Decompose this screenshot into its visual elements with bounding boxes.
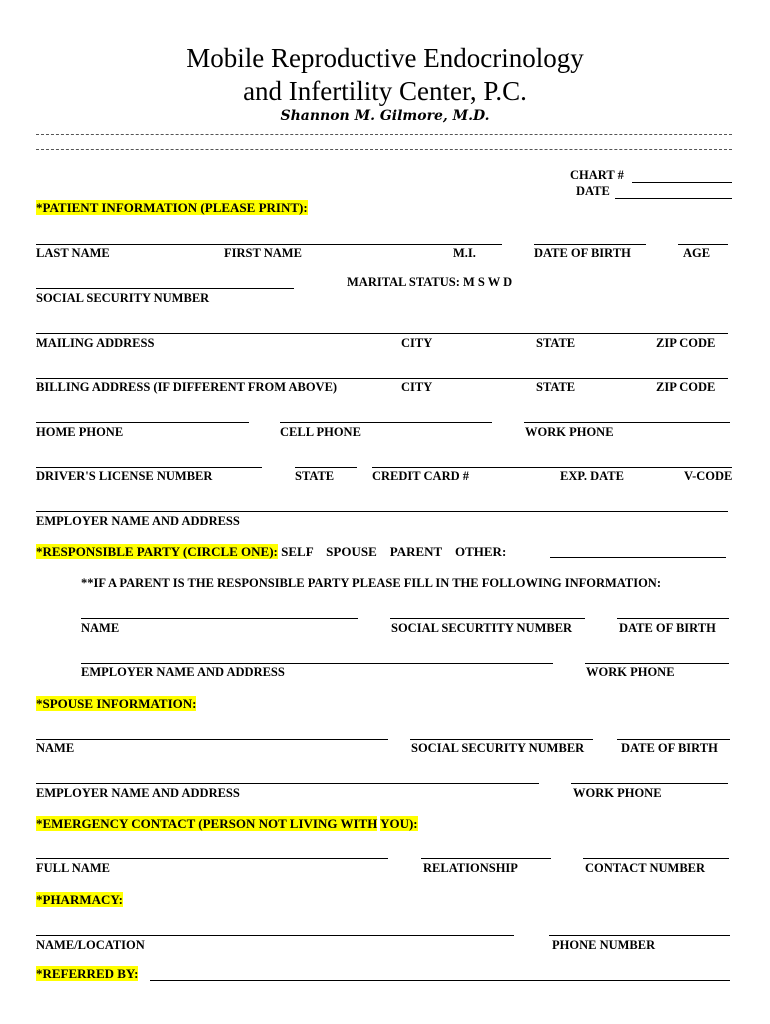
date-label: DATE <box>576 184 610 198</box>
spouse-dob-field[interactable] <box>617 739 730 740</box>
header-divider <box>36 134 732 135</box>
spouse-dob-label: DATE OF BIRTH <box>621 741 718 755</box>
parent-dob-label: DATE OF BIRTH <box>619 621 716 635</box>
middle-initial-label: M.I. <box>453 246 476 260</box>
parent-name-label: NAME <box>81 621 120 635</box>
dob-field[interactable] <box>534 244 646 245</box>
spouse-employer-field[interactable] <box>36 783 539 784</box>
pharmacy-heading: *PHARMACY: <box>36 892 123 907</box>
zip-label: ZIP CODE <box>656 380 716 394</box>
parent-work-phone-field[interactable] <box>585 663 729 664</box>
chart-number-label: CHART # <box>570 168 624 182</box>
zip-label: ZIP CODE <box>656 336 716 350</box>
parent-dob-field[interactable] <box>617 618 729 619</box>
parent-work-phone-label: WORK PHONE <box>586 665 675 679</box>
home-phone-field[interactable] <box>36 422 249 423</box>
cell-phone-field[interactable] <box>280 422 492 423</box>
date-field[interactable] <box>615 198 732 199</box>
responsible-party-options[interactable]: SELF SPOUSE PARENT OTHER: <box>281 544 507 559</box>
responsible-party-heading: *RESPONSIBLE PARTY (CIRCLE ONE): <box>36 544 278 559</box>
pharmacy-phone-field[interactable] <box>549 935 730 936</box>
relationship-label: RELATIONSHIP <box>423 861 518 875</box>
age-field[interactable] <box>678 244 728 245</box>
emergency-name-label: FULL NAME <box>36 861 110 875</box>
spouse-work-phone-field[interactable] <box>571 783 728 784</box>
contact-number-label: CONTACT NUMBER <box>585 861 706 875</box>
chart-number-field[interactable] <box>632 182 732 183</box>
relationship-field[interactable] <box>421 858 551 859</box>
patient-info-heading: *PATIENT INFORMATION (PLEASE PRINT): <box>36 200 308 215</box>
employer-field[interactable] <box>36 511 728 512</box>
billing-address-label: BILLING ADDRESS (IF DIFFERENT FROM ABOVE) <box>36 380 338 394</box>
last-name-label: LAST NAME <box>36 246 110 260</box>
ssn-field[interactable] <box>36 288 294 289</box>
drivers-license-label: DRIVER'S LICENSE NUMBER <box>36 469 213 483</box>
employer-label: EMPLOYER NAME AND ADDRESS <box>36 514 240 528</box>
spouse-employer-label: EMPLOYER NAME AND ADDRESS <box>36 786 240 800</box>
parent-ssn-field[interactable] <box>390 618 585 619</box>
clinic-name-line2: and Infertility Center, P.C. <box>243 76 527 106</box>
exp-date-label: EXP. DATE <box>560 469 624 483</box>
parent-name-field[interactable] <box>81 618 358 619</box>
emergency-contact-heading: *EMERGENCY CONTACT (PERSON NOT LIVING WITH <box>36 816 378 831</box>
pharmacy-phone-label: PHONE NUMBER <box>552 938 656 952</box>
mailing-address-label: MAILING ADDRESS <box>36 336 155 350</box>
parent-ssn-label: SOCIAL SECURTITY NUMBER <box>391 621 573 635</box>
state-label: STATE <box>536 336 576 350</box>
clinic-name-line1: Mobile Reproductive Endocrinology <box>186 43 584 73</box>
referred-by-field[interactable] <box>150 980 730 981</box>
billing-address-field[interactable] <box>36 378 728 379</box>
state-label: STATE <box>536 380 576 394</box>
mailing-address-field[interactable] <box>36 333 728 334</box>
vcode-label: V-CODE <box>684 469 733 483</box>
age-label: AGE <box>683 246 711 260</box>
city-label: CITY <box>401 336 433 350</box>
dob-label: DATE OF BIRTH <box>534 246 631 260</box>
contact-number-field[interactable] <box>583 858 729 859</box>
spouse-name-field[interactable] <box>36 739 388 740</box>
patient-name-field[interactable] <box>36 244 502 245</box>
work-phone-label: WORK PHONE <box>525 425 614 439</box>
work-phone-field[interactable] <box>524 422 730 423</box>
spouse-name-label: NAME <box>36 741 75 755</box>
home-phone-label: HOME PHONE <box>36 425 124 439</box>
credit-card-field[interactable] <box>372 467 732 468</box>
parent-note: **IF A PARENT IS THE RESPONSIBLE PARTY PLEASE FILL IN THE FOLLOWING INFORMATION: <box>81 576 661 590</box>
referred-by-heading: *REFERRED BY: <box>36 966 139 981</box>
pharmacy-name-field[interactable] <box>36 935 514 936</box>
drivers-license-field[interactable] <box>36 467 262 468</box>
credit-card-label: CREDIT CARD # <box>372 469 470 483</box>
spouse-ssn-field[interactable] <box>410 739 593 740</box>
physician-name: Shannon M. Gilmore, M.D. <box>280 108 490 124</box>
emergency-contact-heading-end: YOU): <box>380 816 418 831</box>
other-party-field[interactable] <box>550 557 726 558</box>
license-state-field[interactable] <box>295 467 357 468</box>
cell-phone-label: CELL PHONE <box>280 425 361 439</box>
marital-status-label[interactable]: MARITAL STATUS: M S W D <box>347 275 513 289</box>
first-name-label: FIRST NAME <box>224 246 302 260</box>
ssn-label: SOCIAL SECURITY NUMBER <box>36 291 210 305</box>
parent-employer-field[interactable] <box>81 663 553 664</box>
spouse-ssn-label: SOCIAL SECURITY NUMBER <box>411 741 585 755</box>
city-label: CITY <box>401 380 433 394</box>
spouse-info-heading: *SPOUSE INFORMATION: <box>36 696 197 711</box>
emergency-name-field[interactable] <box>36 858 388 859</box>
pharmacy-name-label: NAME/LOCATION <box>36 938 145 952</box>
header-divider <box>36 149 732 150</box>
license-state-label: STATE <box>295 469 335 483</box>
spouse-work-phone-label: WORK PHONE <box>573 786 662 800</box>
parent-employer-label: EMPLOYER NAME AND ADDRESS <box>81 665 285 679</box>
